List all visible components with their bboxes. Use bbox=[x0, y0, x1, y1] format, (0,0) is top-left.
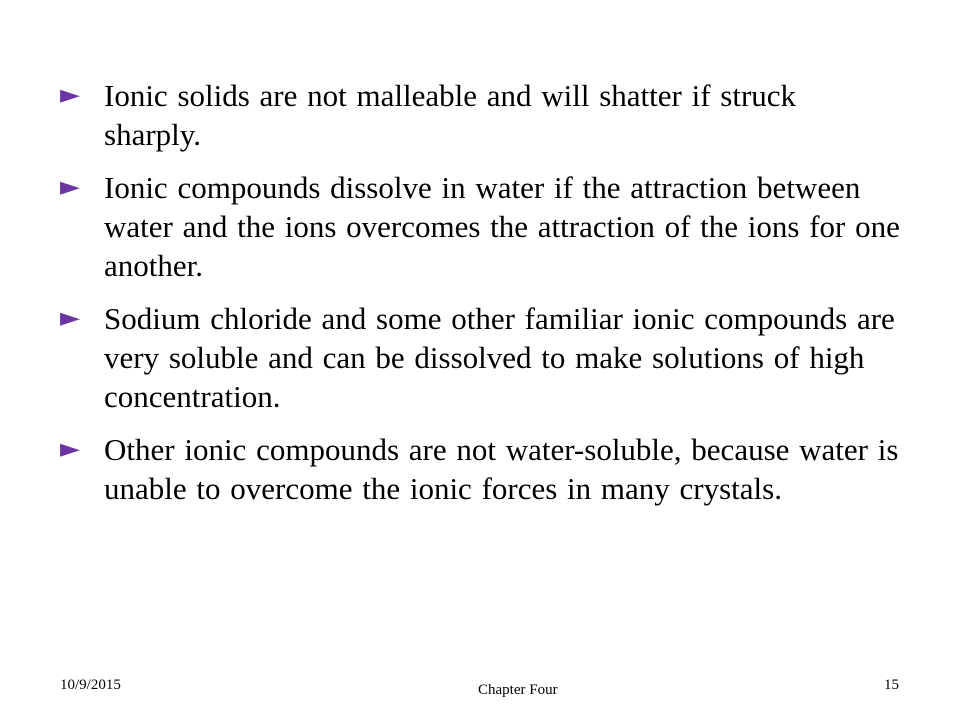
bullet-item bbox=[60, 168, 900, 285]
bullet-text: Ionic compounds dissolve in water if the attraction between water and the ions overcomes the attraction of the ions for one another. bbox=[104, 170, 900, 283]
bullet-list bbox=[60, 76, 900, 522]
play-arrow-icon: ► bbox=[60, 434, 80, 464]
footer-date: 10/9/2015 bbox=[60, 677, 121, 693]
footer-title: Chapter Four bbox=[478, 682, 558, 698]
play-arrow-icon: ► bbox=[60, 172, 80, 202]
bullet-text: Ionic solids are not malleable and will shatter if struck sharply. bbox=[104, 78, 797, 152]
bullet-item bbox=[60, 299, 900, 416]
play-arrow-icon: ► bbox=[60, 303, 80, 333]
play-arrow-icon: ► bbox=[60, 80, 80, 110]
bullet-item bbox=[60, 76, 900, 154]
bullet-text: Other ionic compounds are not water-soluble, because water is unable to overcome the ionic forces in many crystals. bbox=[104, 432, 899, 506]
page-number: 15 bbox=[884, 677, 899, 693]
bullet-text: Sodium chloride and some other familiar ionic compounds are very soluble and can be dissolved to make solutions of high concentration. bbox=[104, 301, 895, 414]
bullet-item bbox=[60, 430, 900, 508]
